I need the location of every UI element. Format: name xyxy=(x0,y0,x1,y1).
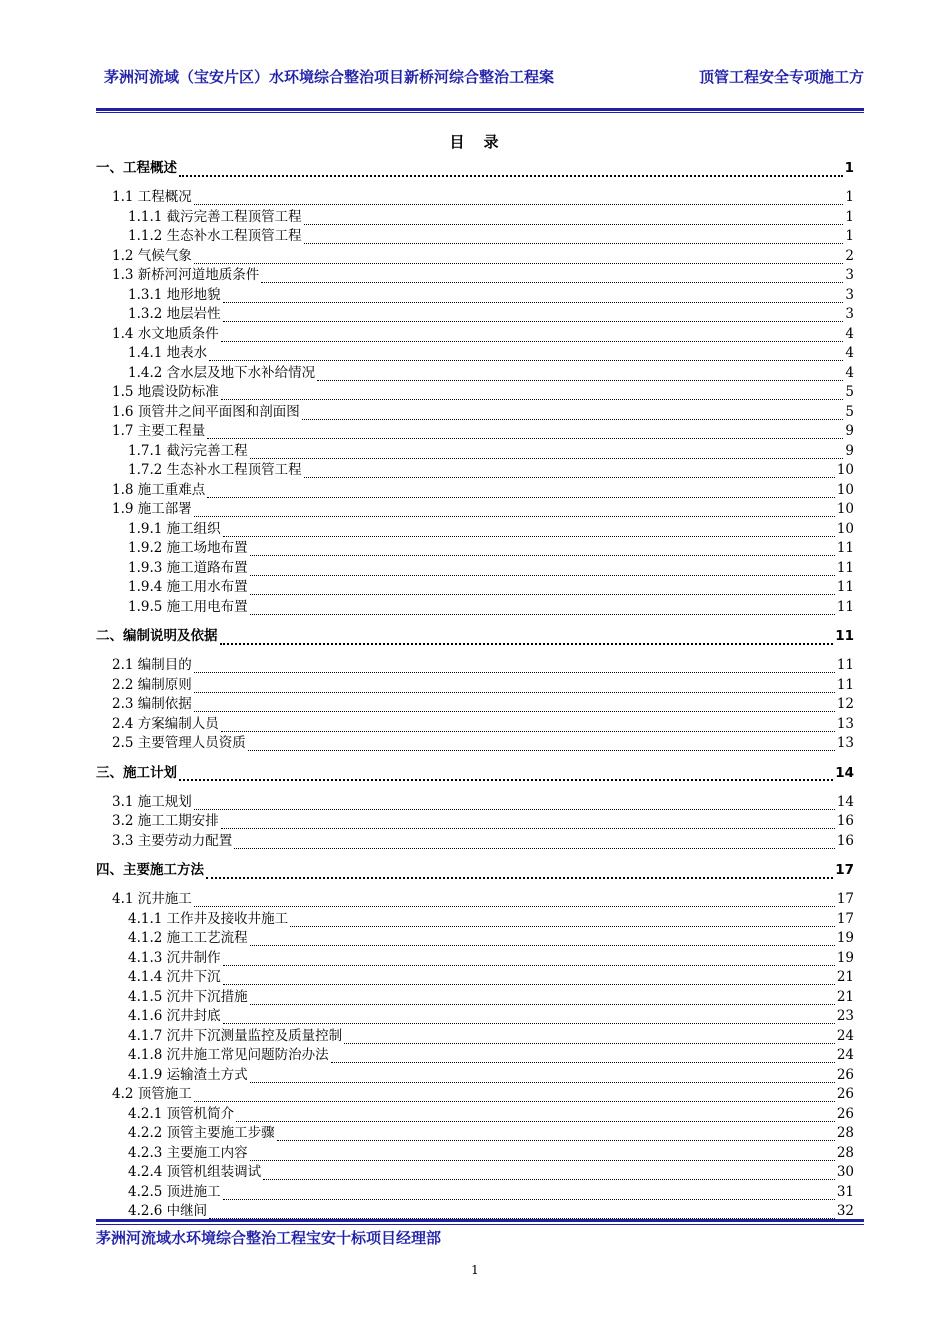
toc-entry-level-1[interactable] xyxy=(96,158,854,179)
toc-leader-dots xyxy=(236,1111,835,1122)
toc-leader-dots xyxy=(194,701,835,712)
toc-entry-page: 5 xyxy=(845,384,854,400)
toc-entry-level-3[interactable] xyxy=(96,1183,854,1203)
toc-entry-level-3[interactable] xyxy=(96,286,854,306)
toc-entry-level-2[interactable] xyxy=(96,325,854,345)
toc-entry-level-3[interactable] xyxy=(96,1007,854,1027)
toc-entry-level-3[interactable] xyxy=(96,988,854,1008)
toc-entry-level-2[interactable] xyxy=(96,812,854,832)
toc-entry-label: 2.5 主要管理人员资质 xyxy=(112,735,246,751)
toc-leader-dots xyxy=(179,165,843,177)
toc-entry-level-3[interactable] xyxy=(96,208,854,228)
toc-entry-page: 26 xyxy=(836,1086,854,1102)
toc-leader-dots xyxy=(250,565,835,576)
toc-entry-label: 1.7.2 生态补水工程顶管工程 xyxy=(128,462,302,478)
footer-rule-thin xyxy=(96,1224,864,1225)
toc-section-gap xyxy=(96,754,854,763)
toc-entry-level-2[interactable] xyxy=(96,383,854,403)
toc-entry-level-2[interactable] xyxy=(96,188,854,208)
toc-entry-level-3[interactable] xyxy=(96,305,854,325)
toc-entry-label: 4.1.1 工作井及接收井施工 xyxy=(128,910,289,927)
toc-leader-dots xyxy=(290,916,835,927)
toc-entry-label: 1.9.3 施工道路布置 xyxy=(128,559,248,576)
toc-leader-dots xyxy=(250,1150,835,1161)
toc-entry-label: 1.6 顶管井之间平面图和剖面图 xyxy=(112,403,300,420)
toc-entry-level-3[interactable] xyxy=(96,227,854,247)
toc-leader-dots xyxy=(344,1033,835,1044)
toc-entry-label: 4.1 沉井施工 xyxy=(112,891,192,907)
toc-leader-dots xyxy=(223,526,835,537)
toc-entry-label: 4.1.7 沉井下沉测量监控及质量控制 xyxy=(128,1027,343,1044)
toc-entry-page: 11 xyxy=(836,657,854,673)
toc-entry-page: 13 xyxy=(836,715,854,732)
toc-section-gap xyxy=(96,784,854,793)
toc-entry-page: 10 xyxy=(836,481,854,498)
toc-entry-page: 21 xyxy=(836,969,854,985)
toc-entry-level-3[interactable] xyxy=(96,1046,854,1066)
toc-leader-dots xyxy=(207,428,843,439)
toc-entry-page: 9 xyxy=(845,423,854,439)
toc-entry-page: 11 xyxy=(835,628,854,644)
toc-entry-page: 9 xyxy=(845,442,854,459)
toc-entry-label: 1.3 新桥河河道地质条件 xyxy=(112,267,260,283)
toc-leader-dots xyxy=(194,506,835,517)
toc-entry-page: 1 xyxy=(844,160,854,176)
header-rule-thin xyxy=(96,112,864,113)
toc-entry-level-2[interactable] xyxy=(96,247,854,267)
toc-entry-label: 3.3 主要劳动力配置 xyxy=(112,832,233,849)
toc-entry-label: 4.2.5 顶进施工 xyxy=(128,1183,221,1200)
toc-entry-page: 24 xyxy=(836,1047,854,1063)
toc-entry-level-2[interactable] xyxy=(96,656,854,676)
toc-leader-dots xyxy=(250,994,835,1005)
toc-entry-page: 26 xyxy=(836,1066,854,1083)
toc-leader-dots xyxy=(223,1189,835,1200)
toc-entry-label: 4.1.2 施工工艺流程 xyxy=(128,930,248,946)
toc-entry-label: 1.1 工程概况 xyxy=(112,189,192,205)
footer-rule xyxy=(96,1219,864,1222)
toc-entry-label: 1.9.1 施工组织 xyxy=(128,520,221,537)
toc-entry-page: 24 xyxy=(836,1027,854,1044)
toc-leader-dots xyxy=(209,350,843,361)
toc-entry-page: 16 xyxy=(836,813,854,829)
toc-entry-page: 32 xyxy=(836,1203,854,1219)
toc-entry-label: 1.1.1 截污完善工程顶管工程 xyxy=(128,208,302,225)
toc-leader-dots xyxy=(223,292,844,303)
toc-entry-page: 11 xyxy=(836,676,854,693)
toc-entry-page: 11 xyxy=(836,598,854,615)
toc-entry-label: 4.1.4 沉井下沉 xyxy=(128,969,221,985)
toc-entry-label: 4.1.5 沉井下沉措施 xyxy=(128,988,248,1005)
toc-entry-level-3[interactable] xyxy=(96,910,854,930)
toc-entry-page: 2 xyxy=(845,247,854,264)
toc-entry-page: 30 xyxy=(836,1164,854,1180)
toc-leader-dots xyxy=(194,682,835,693)
toc-entry-level-2[interactable] xyxy=(96,266,854,286)
toc-entry-page: 3 xyxy=(845,286,854,303)
header-document-title: 顶管工程安全专项施工方 xyxy=(698,68,864,86)
toc-entry-label: 4.2.1 顶管机简介 xyxy=(128,1105,235,1122)
toc-entry-level-1[interactable] xyxy=(96,763,854,784)
toc-entry-page: 10 xyxy=(836,501,854,517)
toc-entry-label: 三、施工计划 xyxy=(96,764,177,781)
toc-leader-dots xyxy=(304,233,844,244)
toc-leader-dots xyxy=(223,1013,835,1024)
toc-leader-dots xyxy=(234,838,835,849)
toc-leader-dots xyxy=(250,448,844,459)
toc-entry-level-3[interactable] xyxy=(96,559,854,579)
toc-entry-label: 3.2 施工工期安排 xyxy=(112,813,219,829)
toc-entry-page: 17 xyxy=(835,862,854,878)
toc-entry-level-3[interactable] xyxy=(96,1066,854,1086)
toc-entry-label: 4.1.6 沉井封底 xyxy=(128,1008,221,1024)
toc-entry-page: 12 xyxy=(836,696,854,712)
header-project-title: 茅洲河流域（宝安片区）水环境综合整治项目新桥河综合整治工程案 xyxy=(104,68,555,86)
toc-entry-label: 1.7.1 截污完善工程 xyxy=(128,442,248,459)
toc-entry-page: 23 xyxy=(836,1008,854,1024)
toc-entry-level-2[interactable] xyxy=(96,403,854,423)
toc-entry-label: 四、主要施工方法 xyxy=(96,862,204,878)
header-rule xyxy=(96,108,864,111)
toc-entry-level-3[interactable] xyxy=(96,1027,854,1047)
toc-entry-level-2[interactable] xyxy=(96,695,854,715)
toc-leader-dots xyxy=(206,867,833,879)
toc-entry-label: 1.3.2 地层岩性 xyxy=(128,306,221,322)
toc-leader-dots xyxy=(261,272,843,283)
toc-entry-level-3[interactable] xyxy=(96,968,854,988)
toc-entry-level-3[interactable] xyxy=(96,949,854,969)
toc-entry-label: 1.4.2 含水层及地下水补给情况 xyxy=(128,364,316,381)
toc-entry-label: 4.2.2 顶管主要施工步骤 xyxy=(128,1125,275,1141)
toc-entry-page: 3 xyxy=(845,306,854,322)
toc-entry-page: 4 xyxy=(845,345,854,361)
toc-leader-dots xyxy=(250,545,835,556)
toc-entry-label: 2.2 编制原则 xyxy=(112,676,192,693)
toc-leader-dots xyxy=(223,311,844,322)
toc-entry-level-3[interactable] xyxy=(96,578,854,598)
toc-entry-label: 1.3.1 地形地貌 xyxy=(128,286,221,303)
toc-entry-label: 一、工程概述 xyxy=(96,160,177,176)
toc-entry-level-2[interactable] xyxy=(96,500,854,520)
toc-entry-level-3[interactable] xyxy=(96,539,854,559)
toc-entry-level-3[interactable] xyxy=(96,442,854,462)
toc-entry-label: 4.1.8 沉井施工常见问题防治办法 xyxy=(128,1047,329,1063)
toc-entry-level-3[interactable] xyxy=(96,1144,854,1164)
toc-leader-dots xyxy=(221,331,844,342)
toc-entry-level-2[interactable] xyxy=(96,832,854,852)
toc-leader-dots xyxy=(248,740,835,751)
toc-entry-page: 1 xyxy=(845,228,854,244)
toc-entry-level-2[interactable] xyxy=(96,890,854,910)
toc-entry-page: 1 xyxy=(845,189,854,205)
toc-entry-label: 1.4 水文地质条件 xyxy=(112,325,219,342)
toc-entry-page: 10 xyxy=(836,520,854,537)
toc-entry-level-3[interactable] xyxy=(96,364,854,384)
toc-entry-page: 4 xyxy=(845,325,854,342)
toc-leader-dots xyxy=(250,935,835,946)
toc-entry-page: 1 xyxy=(845,208,854,225)
toc-section-gap xyxy=(96,851,854,860)
toc-entry-label: 1.8 施工重难点 xyxy=(112,481,206,498)
toc-entry-label: 1.9.2 施工场地布置 xyxy=(128,540,248,556)
toc-leader-dots xyxy=(223,955,835,966)
table-of-contents xyxy=(96,158,854,1222)
toc-entry-label: 2.1 编制目的 xyxy=(112,657,192,673)
toc-leader-dots xyxy=(304,467,835,478)
toc-leader-dots xyxy=(209,1208,835,1219)
toc-leader-dots xyxy=(277,1130,835,1141)
toc-entry-level-1[interactable] xyxy=(96,626,854,647)
toc-entry-label: 1.4.1 地表水 xyxy=(128,345,208,361)
page-number: 1 xyxy=(471,1263,479,1277)
toc-entry-page: 17 xyxy=(836,891,854,907)
toc-entry-page: 28 xyxy=(836,1125,854,1141)
toc-entry-page: 28 xyxy=(836,1144,854,1161)
toc-leader-dots xyxy=(263,1169,835,1180)
toc-entry-page: 26 xyxy=(836,1105,854,1122)
toc-entry-page: 11 xyxy=(836,559,854,576)
toc-leader-dots xyxy=(302,409,844,420)
toc-leader-dots xyxy=(221,818,835,829)
toc-entry-page: 17 xyxy=(836,910,854,927)
toc-entry-level-3[interactable] xyxy=(96,461,854,481)
toc-leader-dots xyxy=(194,1091,835,1102)
toc-leader-dots xyxy=(194,799,835,810)
toc-leader-dots xyxy=(317,370,843,381)
toc-section-gap xyxy=(96,617,854,626)
toc-leader-dots xyxy=(250,584,835,595)
toc-entry-page: 19 xyxy=(836,930,854,946)
toc-leader-dots xyxy=(194,896,835,907)
toc-leader-dots xyxy=(194,253,844,264)
toc-title: 目 录 xyxy=(449,133,501,151)
toc-entry-label: 1.2 气候气象 xyxy=(112,247,192,264)
toc-leader-dots xyxy=(221,721,835,732)
toc-entry-level-3[interactable] xyxy=(96,344,854,364)
toc-leader-dots xyxy=(221,389,844,400)
toc-entry-label: 2.3 编制依据 xyxy=(112,696,192,712)
toc-entry-label: 4.2.6 中继间 xyxy=(128,1203,208,1219)
toc-entry-level-3[interactable] xyxy=(96,1163,854,1183)
toc-entry-label: 1.5 地震设防标准 xyxy=(112,384,219,400)
toc-entry-label: 1.7 主要工程量 xyxy=(112,423,206,439)
toc-entry-level-3[interactable] xyxy=(96,520,854,540)
page-footer: 茅洲河流域水环境综合整治工程宝安十标项目经理部 xyxy=(96,1229,442,1247)
toc-entry-label: 2.4 方案编制人员 xyxy=(112,715,219,732)
toc-entry-level-3[interactable] xyxy=(96,598,854,618)
toc-entry-page: 21 xyxy=(836,988,854,1005)
toc-entry-level-2[interactable] xyxy=(96,481,854,501)
toc-entry-label: 4.1.9 运输渣土方式 xyxy=(128,1066,248,1083)
toc-leader-dots xyxy=(250,604,835,615)
toc-entry-page: 16 xyxy=(836,832,854,849)
toc-entry-page: 19 xyxy=(836,949,854,966)
toc-entry-label: 4.2 顶管施工 xyxy=(112,1086,192,1102)
toc-leader-dots xyxy=(304,214,844,225)
toc-leader-dots xyxy=(194,662,835,673)
toc-entry-level-2[interactable] xyxy=(96,793,854,813)
toc-section-gap xyxy=(96,647,854,656)
toc-entry-level-3[interactable] xyxy=(96,1105,854,1125)
toc-entry-label: 3.1 施工规划 xyxy=(112,793,192,810)
toc-section-gap xyxy=(96,179,854,188)
toc-entry-label: 二、编制说明及依据 xyxy=(96,628,218,644)
toc-entry-level-3[interactable] xyxy=(96,929,854,949)
toc-leader-dots xyxy=(250,1072,835,1083)
toc-entry-level-2[interactable] xyxy=(96,715,854,735)
toc-entry-label: 1.9.5 施工用电布置 xyxy=(128,598,248,615)
toc-entry-label: 4.2.4 顶管机组装调试 xyxy=(128,1164,262,1180)
toc-leader-dots xyxy=(331,1052,835,1063)
toc-leader-dots xyxy=(207,487,835,498)
toc-entry-level-2[interactable] xyxy=(96,422,854,442)
toc-entry-page: 11 xyxy=(836,540,854,556)
toc-entry-label: 1.1.2 生态补水工程顶管工程 xyxy=(128,228,302,244)
toc-leader-dots xyxy=(220,633,834,645)
toc-entry-page: 3 xyxy=(845,267,854,283)
toc-entry-label: 4.2.3 主要施工内容 xyxy=(128,1144,248,1161)
toc-entry-label: 4.1.3 沉井制作 xyxy=(128,949,221,966)
toc-entry-level-2[interactable] xyxy=(96,1085,854,1105)
toc-entry-page: 14 xyxy=(836,793,854,810)
toc-entry-level-1[interactable] xyxy=(96,860,854,881)
toc-entry-label: 1.9 施工部署 xyxy=(112,501,192,517)
toc-entry-level-2[interactable] xyxy=(96,676,854,696)
toc-leader-dots xyxy=(179,769,833,781)
toc-entry-page: 5 xyxy=(845,403,854,420)
toc-entry-page: 11 xyxy=(836,579,854,595)
toc-section-gap xyxy=(96,881,854,890)
toc-entry-page: 10 xyxy=(836,462,854,478)
toc-entry-page: 13 xyxy=(836,735,854,751)
toc-entry-page: 14 xyxy=(835,764,854,781)
toc-entry-page: 31 xyxy=(836,1183,854,1200)
toc-leader-dots xyxy=(223,974,835,985)
toc-entry-label: 1.9.4 施工用水布置 xyxy=(128,579,248,595)
toc-entry-level-3[interactable] xyxy=(96,1124,854,1144)
toc-entry-page: 4 xyxy=(845,364,854,381)
toc-leader-dots xyxy=(194,194,844,205)
toc-entry-level-2[interactable] xyxy=(96,734,854,754)
